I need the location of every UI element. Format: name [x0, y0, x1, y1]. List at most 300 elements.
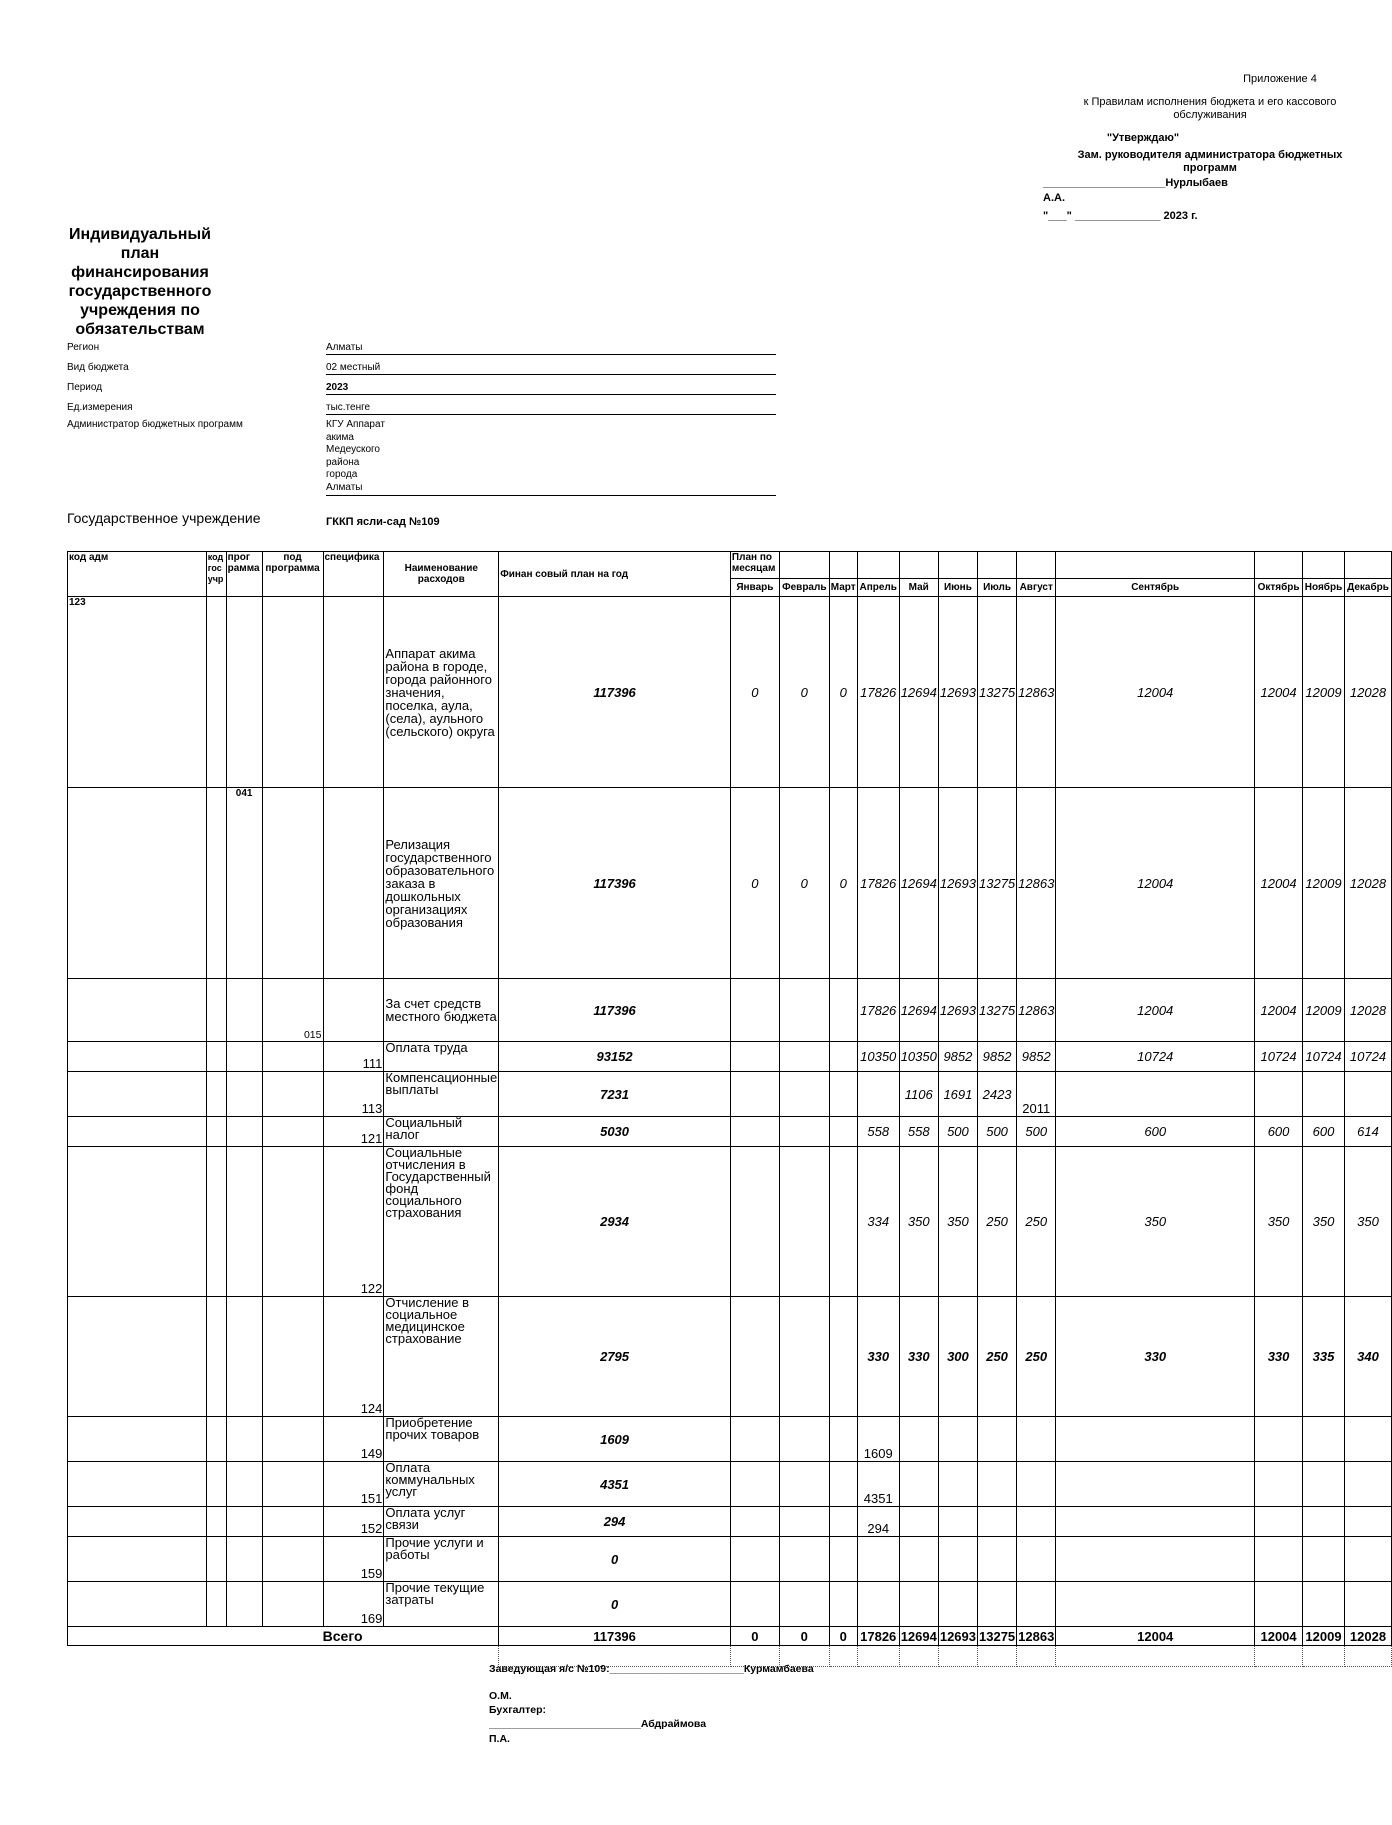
table-row — [68, 1582, 1392, 1627]
cell-month: 558 — [899, 1117, 938, 1147]
cell-kod-adm — [68, 979, 207, 1042]
cell-month: 12693 — [938, 979, 977, 1042]
approval-date-line: "___" ______________ 2023 г. — [1043, 210, 1198, 222]
header-prog: прог рамма — [226, 552, 262, 597]
cell-plan-year: 0 — [499, 1537, 731, 1582]
cell-prog — [226, 1507, 262, 1537]
cell-month — [730, 1462, 779, 1507]
cell-month: 9852 — [1017, 1042, 1056, 1072]
cell-month — [899, 1507, 938, 1537]
meta-budget-value: 02 местный — [326, 362, 776, 375]
cell-month — [899, 1537, 938, 1582]
cell-month: 335 — [1303, 1297, 1345, 1417]
cell-month — [978, 1417, 1017, 1462]
cell-kod-gos — [206, 1537, 226, 1582]
cell-month: 10724 — [1255, 1042, 1303, 1072]
cell-month: 250 — [978, 1297, 1017, 1417]
cell-prog — [226, 979, 262, 1042]
cell-kod-adm — [68, 1462, 207, 1507]
cell-name: Релизация государственного образовательного заказа в дошкольных организациях образования — [384, 788, 499, 979]
cell-prog: 041 — [226, 788, 262, 979]
cell-month: 250 — [1017, 1147, 1056, 1297]
header-month: Август — [1017, 579, 1056, 597]
total-month: 12863 — [1018, 1628, 1055, 1644]
cell-month — [899, 1417, 938, 1462]
cell-spec — [323, 788, 384, 979]
total-label: Всего — [68, 1627, 499, 1646]
cell-spec: 159 — [323, 1537, 384, 1582]
cell-month — [730, 1537, 779, 1582]
cell-month — [938, 1507, 977, 1537]
cell-month: 600 — [1255, 1117, 1303, 1147]
cell-month — [1303, 1582, 1345, 1627]
cell-month: 12004 — [1255, 597, 1303, 788]
cell-month — [779, 1537, 829, 1582]
cell-month — [730, 1117, 779, 1147]
cell-prog — [226, 1297, 262, 1417]
cell-kod-adm — [68, 1072, 207, 1117]
cell-month — [730, 1147, 779, 1297]
cell-month: 0 — [730, 788, 779, 979]
cell-month — [779, 1297, 829, 1417]
cell-month — [857, 1537, 899, 1582]
cell-podprog — [262, 597, 323, 788]
table-row — [68, 979, 1392, 1042]
appendix-rules: к Правилам исполнения бюджета и его кассового обслуживания — [1083, 96, 1337, 121]
cell-kod-gos — [206, 597, 226, 788]
total-year: 117396 — [499, 1627, 731, 1646]
cell-kod-gos — [206, 1117, 226, 1147]
cell-month — [730, 1297, 779, 1417]
cell-spec — [323, 979, 384, 1042]
cell-month — [1255, 1417, 1303, 1462]
cell-month: 13275 — [978, 597, 1017, 788]
cell-month — [857, 1072, 899, 1117]
cell-month — [1056, 1072, 1255, 1117]
table-row — [68, 1042, 1392, 1072]
head-initials: О.М. — [489, 1690, 512, 1702]
cell-month: 330 — [1255, 1297, 1303, 1417]
cell-month: 350 — [1303, 1147, 1345, 1297]
cell-podprog — [262, 1462, 323, 1507]
institution-label: Государственное учреждение — [67, 510, 261, 526]
cell-month — [1303, 1537, 1345, 1582]
cell-podprog — [262, 1537, 323, 1582]
total-month: 0 — [779, 1627, 829, 1646]
cell-month — [938, 1582, 977, 1627]
cell-month — [1255, 1462, 1303, 1507]
total-month: 17826 — [857, 1627, 899, 1646]
cell-month: 350 — [899, 1147, 938, 1297]
cell-month — [978, 1462, 1017, 1507]
cell-name: Компенсационные выплаты — [384, 1072, 499, 1117]
cell-month: 12028 — [1344, 979, 1391, 1042]
cell-month: 17826 — [857, 788, 899, 979]
approval-sign-line: ____________________Нурлыбаев — [1043, 177, 1228, 189]
cell-month: 17826 — [857, 597, 899, 788]
cell-podprog — [262, 1297, 323, 1417]
cell-month: 350 — [938, 1147, 977, 1297]
cell-month: 330 — [899, 1297, 938, 1417]
total-month: 12693 — [939, 1628, 976, 1644]
cell-spec: 169 — [323, 1582, 384, 1627]
cell-plan-year: 4351 — [499, 1462, 731, 1507]
cell-month — [779, 1042, 829, 1072]
cell-spec: 121 — [323, 1117, 384, 1147]
cell-kod-gos — [206, 1582, 226, 1627]
cell-month — [1255, 1072, 1303, 1117]
cell-month — [730, 1582, 779, 1627]
cell-spec: 113 — [323, 1072, 384, 1117]
cell-month: 9852 — [938, 1042, 977, 1072]
cell-month: 0 — [730, 597, 779, 788]
cell-month — [938, 1537, 977, 1582]
table-row — [68, 1147, 1392, 1297]
cell-plan-year: 5030 — [499, 1117, 731, 1147]
cell-month: 1691 — [938, 1072, 977, 1117]
cell-month: 250 — [1017, 1297, 1056, 1417]
cell-month: 12004 — [1056, 788, 1255, 979]
cell-spec: 122 — [323, 1147, 384, 1297]
cell-month — [1255, 1537, 1303, 1582]
cell-month: 350 — [1344, 1147, 1391, 1297]
cell-podprog — [262, 1417, 323, 1462]
header-plan-year: Финан совый план на год — [499, 552, 731, 597]
cell-month: 10350 — [857, 1042, 899, 1072]
cell-kod-adm — [68, 1117, 207, 1147]
cell-month — [779, 979, 829, 1042]
cell-month — [730, 1042, 779, 1072]
cell-month — [829, 1537, 857, 1582]
cell-month — [1017, 1507, 1056, 1537]
table-row — [68, 1537, 1392, 1582]
cell-kod-gos — [206, 1297, 226, 1417]
cell-month — [1017, 1462, 1056, 1507]
cell-month: 600 — [1303, 1117, 1345, 1147]
cell-month — [1056, 1537, 1255, 1582]
cell-month — [1303, 1072, 1345, 1117]
cell-month: 300 — [938, 1297, 977, 1417]
cell-month: 1609 — [857, 1417, 899, 1462]
header-month: Сентябрь — [1056, 579, 1255, 597]
cell-month: 12694 — [899, 597, 938, 788]
cell-month: 12009 — [1303, 788, 1345, 979]
table-row — [68, 1297, 1392, 1417]
cell-month: 12004 — [1255, 788, 1303, 979]
accountant-signature-line: __________________________Абдраймова — [489, 1718, 707, 1730]
cell-month — [829, 1072, 857, 1117]
cell-month: 12004 — [1255, 979, 1303, 1042]
header-month: Февраль — [779, 579, 829, 597]
cell-month — [1344, 1417, 1391, 1462]
cell-month: 12004 — [1056, 597, 1255, 788]
cell-prog — [226, 1582, 262, 1627]
cell-month: 12004 — [1056, 979, 1255, 1042]
cell-month — [779, 1072, 829, 1117]
cell-podprog — [262, 1582, 323, 1627]
cell-kod-adm — [68, 1507, 207, 1537]
cell-month — [1056, 1462, 1255, 1507]
cell-month — [1017, 1417, 1056, 1462]
cell-month: 2011 — [1017, 1072, 1056, 1117]
approval-position: Зам. руководителя администратора бюджетных программ — [1077, 149, 1343, 174]
cell-prog — [226, 1072, 262, 1117]
cell-prog — [226, 1537, 262, 1582]
cell-month — [779, 1147, 829, 1297]
cell-month — [857, 1582, 899, 1627]
cell-prog — [226, 1462, 262, 1507]
meta-period-value: 2023 — [326, 382, 776, 395]
document-title: Индивидуальный план финансирования государственного учреждения по обязательствам — [68, 226, 212, 338]
cell-month: 12863 — [1017, 597, 1056, 788]
cell-month: 294 — [857, 1507, 899, 1537]
header-month: Ноябрь — [1303, 579, 1345, 597]
meta-admin-label: Администратор бюджетных программ — [67, 419, 243, 430]
cell-month — [730, 979, 779, 1042]
header-spec: специфика — [323, 552, 384, 597]
cell-month: 340 — [1344, 1297, 1391, 1417]
cell-month — [730, 1417, 779, 1462]
cell-month: 1106 — [899, 1072, 938, 1117]
cell-month: 0 — [779, 597, 829, 788]
cell-plan-year: 294 — [499, 1507, 731, 1537]
cell-month: 12028 — [1344, 788, 1391, 979]
cell-month: 10724 — [1344, 1042, 1391, 1072]
cell-month: 330 — [857, 1297, 899, 1417]
cell-name: Оплата услуг связи — [384, 1507, 499, 1537]
cell-month — [730, 1072, 779, 1117]
cell-month — [779, 1507, 829, 1537]
meta-unit-label: Ед.измерения — [67, 402, 133, 413]
cell-prog — [226, 1042, 262, 1072]
cell-podprog — [262, 1072, 323, 1117]
cell-name: Приобретение прочих товаров — [384, 1417, 499, 1462]
cell-plan-year: 117396 — [499, 979, 731, 1042]
total-month: 13275 — [979, 1628, 1016, 1644]
cell-month — [978, 1582, 1017, 1627]
cell-spec: 152 — [323, 1507, 384, 1537]
meta-region-value: Алматы — [326, 342, 776, 355]
institution-value: ГККП ясли-сад №109 — [326, 516, 440, 528]
cell-month — [1056, 1582, 1255, 1627]
cell-month: 12863 — [1017, 979, 1056, 1042]
cell-kod-adm — [68, 1042, 207, 1072]
total-month: 0 — [730, 1627, 779, 1646]
cell-month — [1056, 1417, 1255, 1462]
cell-spec: 151 — [323, 1462, 384, 1507]
cell-month — [779, 1582, 829, 1627]
cell-month: 12863 — [1017, 788, 1056, 979]
cell-podprog — [262, 1147, 323, 1297]
cell-month — [829, 1462, 857, 1507]
total-month: 0 — [829, 1627, 857, 1646]
cell-month — [730, 1507, 779, 1537]
header-month: Июль — [978, 579, 1017, 597]
header-name: Наименование расходов — [384, 552, 499, 597]
cell-name: Прочие текущие затраты — [384, 1582, 499, 1627]
cell-month — [1017, 1537, 1056, 1582]
cell-month — [829, 1582, 857, 1627]
header-month: Октябрь — [1255, 579, 1303, 597]
cell-podprog: 015 — [262, 979, 323, 1042]
cell-month: 12009 — [1303, 979, 1345, 1042]
total-row — [68, 1627, 1392, 1646]
cell-name: Оплата труда — [384, 1042, 499, 1072]
cell-month: 13275 — [978, 788, 1017, 979]
table-row — [68, 1417, 1392, 1462]
cell-month: 500 — [1017, 1117, 1056, 1147]
cell-spec: 124 — [323, 1297, 384, 1417]
cell-month — [1255, 1507, 1303, 1537]
total-month: 12004 — [1056, 1627, 1255, 1646]
cell-month: 614 — [1344, 1117, 1391, 1147]
cell-kod-gos — [206, 1072, 226, 1117]
header-month: Апрель — [857, 579, 899, 597]
cell-month: 0 — [779, 788, 829, 979]
cell-plan-year: 117396 — [499, 597, 731, 788]
cell-month — [1344, 1507, 1391, 1537]
cell-spec: 149 — [323, 1417, 384, 1462]
cell-spec: 111 — [323, 1042, 384, 1072]
cell-name: Социальный налог — [384, 1117, 499, 1147]
cell-month: 12694 — [899, 979, 938, 1042]
cell-podprog — [262, 1507, 323, 1537]
head-signature-line: Заведующая я/с №109:_______________________Курмамбаева — [489, 1663, 814, 1675]
header-kod-adm: код адм — [68, 552, 207, 597]
cell-month: 4351 — [857, 1462, 899, 1507]
cell-month — [829, 979, 857, 1042]
meta-budget-label: Вид бюджета — [67, 362, 129, 373]
cell-month — [779, 1417, 829, 1462]
cell-month — [899, 1582, 938, 1627]
cell-month — [978, 1507, 1017, 1537]
total-month: 12028 — [1344, 1627, 1391, 1646]
cell-month: 500 — [938, 1117, 977, 1147]
cell-month — [779, 1462, 829, 1507]
cell-month: 0 — [829, 597, 857, 788]
cell-kod-gos — [206, 1462, 226, 1507]
cell-kod-adm: 123 — [68, 597, 207, 788]
cell-podprog — [262, 788, 323, 979]
cell-month: 600 — [1056, 1117, 1255, 1147]
table-row — [68, 1462, 1392, 1507]
table-body — [68, 597, 1392, 1627]
cell-month: 0 — [829, 788, 857, 979]
cell-month — [938, 1417, 977, 1462]
header-month: Декабрь — [1344, 579, 1391, 597]
cell-prog — [226, 1117, 262, 1147]
meta-region-label: Регион — [67, 342, 100, 353]
cell-month — [829, 1417, 857, 1462]
cell-month: 250 — [978, 1147, 1017, 1297]
appendix-label: Приложение 4 — [1243, 73, 1317, 85]
cell-kod-gos — [206, 1147, 226, 1297]
cell-plan-year: 2934 — [499, 1147, 731, 1297]
cell-kod-adm — [68, 1537, 207, 1582]
cell-name: Отчисление в социальное медицинское страхование — [384, 1297, 499, 1417]
cell-month: 330 — [1056, 1297, 1255, 1417]
cell-month: 17826 — [857, 979, 899, 1042]
cell-month — [1303, 1462, 1345, 1507]
cell-month: 12694 — [899, 788, 938, 979]
cell-month — [1344, 1462, 1391, 1507]
cell-month — [1344, 1582, 1391, 1627]
cell-month: 12009 — [1303, 597, 1345, 788]
cell-podprog — [262, 1042, 323, 1072]
cell-kod-adm — [68, 788, 207, 979]
cell-plan-year: 0 — [499, 1582, 731, 1627]
table-row — [68, 1117, 1392, 1147]
cell-prog — [226, 597, 262, 788]
cell-name: За счет средств местного бюджета — [384, 979, 499, 1042]
accountant-label: Бухгалтер: — [489, 1704, 546, 1716]
meta-admin-value: КГУ Аппарат акима Медеуского района города Алматы — [326, 419, 776, 496]
cell-month: 10724 — [1303, 1042, 1345, 1072]
cell-kod-adm — [68, 1417, 207, 1462]
cell-month: 10350 — [899, 1042, 938, 1072]
table-row — [68, 788, 1392, 979]
cell-month — [829, 1297, 857, 1417]
header-month: Июнь — [938, 579, 977, 597]
cell-month: 334 — [857, 1147, 899, 1297]
cell-month: 9852 — [978, 1042, 1017, 1072]
cell-month: 12693 — [938, 788, 977, 979]
cell-prog — [226, 1417, 262, 1462]
cell-month: 350 — [1056, 1147, 1255, 1297]
total-month: 12004 — [1255, 1627, 1303, 1646]
cell-month: 350 — [1255, 1147, 1303, 1297]
cell-month: 12693 — [938, 597, 977, 788]
header-month: Январь — [730, 579, 779, 597]
total-month: 12694 — [900, 1628, 937, 1644]
cell-month — [779, 1117, 829, 1147]
cell-plan-year: 1609 — [499, 1417, 731, 1462]
cell-month: 12028 — [1344, 597, 1391, 788]
cell-podprog — [262, 1117, 323, 1147]
cell-plan-year: 2795 — [499, 1297, 731, 1417]
cell-name: Оплата коммунальных услуг — [384, 1462, 499, 1507]
cell-month: 500 — [978, 1117, 1017, 1147]
cell-month — [899, 1462, 938, 1507]
cell-month — [978, 1537, 1017, 1582]
header-kod-gos: код гос учр — [206, 552, 226, 597]
cell-kod-gos — [206, 1417, 226, 1462]
cell-spec — [323, 597, 384, 788]
cell-month: 10724 — [1056, 1042, 1255, 1072]
meta-unit-value: тыс.тенге — [326, 402, 776, 415]
cell-kod-gos — [206, 979, 226, 1042]
cell-month — [1303, 1507, 1345, 1537]
cell-month: 2423 — [978, 1072, 1017, 1117]
cell-month — [1303, 1417, 1345, 1462]
cell-kod-gos — [206, 788, 226, 979]
header-month: Март — [829, 579, 857, 597]
accountant-initials: П.А. — [489, 1733, 510, 1745]
cell-month — [829, 1507, 857, 1537]
cell-plan-year: 93152 — [499, 1042, 731, 1072]
financing-plan-table — [67, 551, 1392, 1667]
cell-month — [1056, 1507, 1255, 1537]
cell-month: 558 — [857, 1117, 899, 1147]
approve-label: "Утверждаю" — [1106, 132, 1180, 144]
header-podprog: под программа — [262, 552, 323, 597]
cell-kod-adm — [68, 1582, 207, 1627]
cell-month — [829, 1117, 857, 1147]
approval-initials: А.А. — [1043, 192, 1065, 204]
cell-month — [1017, 1582, 1056, 1627]
header-plan-months: План по месяцам — [730, 552, 779, 579]
cell-kod-gos — [206, 1042, 226, 1072]
